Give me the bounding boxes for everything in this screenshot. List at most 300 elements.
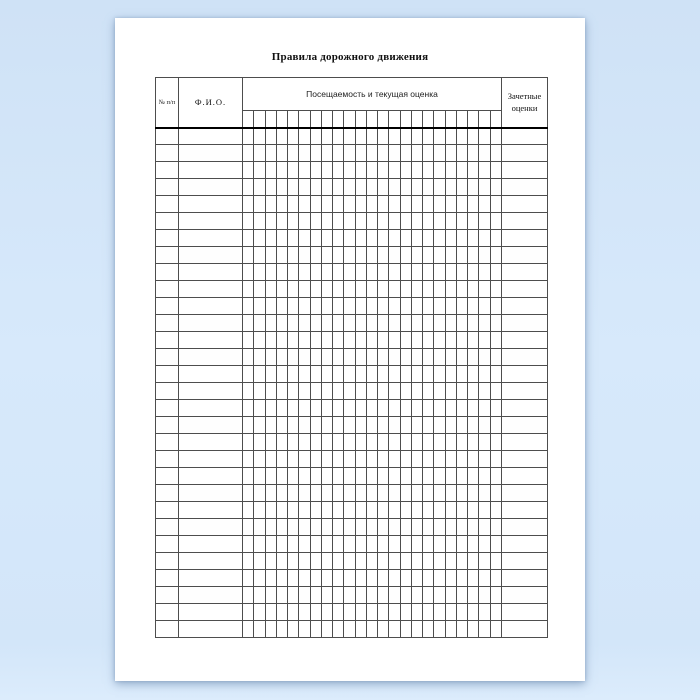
table-row: [156, 604, 548, 621]
attendance-cell: [265, 264, 276, 281]
attendance-cell: [445, 570, 456, 587]
attendance-cell: [254, 349, 265, 366]
attendance-cell: [288, 536, 299, 553]
attendance-cell: [310, 553, 321, 570]
attendance-cell: [490, 383, 502, 400]
attendance-cell: [434, 417, 445, 434]
attendance-cell: [254, 162, 265, 179]
attendance-cell: [254, 621, 265, 638]
attendance-cell: [265, 451, 276, 468]
attendance-cell: [265, 604, 276, 621]
attendance-cell: [333, 587, 344, 604]
attendance-cell: [355, 298, 366, 315]
attendance-cell: [276, 587, 287, 604]
attendance-cell: [389, 315, 400, 332]
attendance-cell: [344, 230, 355, 247]
attendance-cell: [321, 179, 332, 196]
attendance-cell: [344, 298, 355, 315]
attendance-cell: [366, 604, 377, 621]
attendance-subheader-cell: [254, 111, 265, 128]
attendance-cell: [378, 519, 389, 536]
attendance-cell: [434, 332, 445, 349]
attendance-cell: [366, 587, 377, 604]
attendance-cell: [321, 247, 332, 264]
attendance-cell: [468, 502, 479, 519]
attendance-cell: [468, 570, 479, 587]
attendance-cell: [243, 247, 254, 264]
row-num-cell: [156, 468, 179, 485]
attendance-cell: [321, 332, 332, 349]
attendance-cell: [400, 230, 411, 247]
attendance-cell: [445, 536, 456, 553]
attendance-cell: [456, 298, 467, 315]
attendance-cell: [445, 519, 456, 536]
attendance-cell: [299, 519, 310, 536]
attendance-cell: [445, 468, 456, 485]
attendance-cell: [400, 434, 411, 451]
credit-cell: [502, 536, 548, 553]
attendance-cell: [310, 179, 321, 196]
attendance-subheader-cell: [243, 111, 254, 128]
attendance-cell: [411, 587, 422, 604]
row-num-cell: [156, 179, 179, 196]
attendance-cell: [265, 145, 276, 162]
attendance-cell: [366, 570, 377, 587]
table-row: [156, 162, 548, 179]
attendance-cell: [355, 536, 366, 553]
attendance-cell: [366, 247, 377, 264]
attendance-cell: [344, 485, 355, 502]
attendance-cell: [344, 468, 355, 485]
attendance-cell: [355, 128, 366, 145]
attendance-cell: [400, 417, 411, 434]
attendance-cell: [490, 162, 502, 179]
attendance-cell: [434, 145, 445, 162]
credit-cell: [502, 128, 548, 145]
attendance-cell: [389, 213, 400, 230]
attendance-cell: [333, 298, 344, 315]
attendance-cell: [288, 400, 299, 417]
attendance-cell: [366, 468, 377, 485]
attendance-cell: [479, 434, 490, 451]
attendance-cell: [243, 468, 254, 485]
attendance-cell: [445, 145, 456, 162]
attendance-cell: [243, 383, 254, 400]
attendance-cell: [445, 128, 456, 145]
attendance-cell: [378, 468, 389, 485]
attendance-cell: [389, 553, 400, 570]
attendance-cell: [276, 468, 287, 485]
col-header-num: № п/п: [156, 78, 179, 128]
fio-cell: [179, 468, 243, 485]
attendance-cell: [490, 485, 502, 502]
attendance-cell: [254, 179, 265, 196]
attendance-cell: [254, 502, 265, 519]
attendance-cell: [366, 230, 377, 247]
attendance-cell: [333, 196, 344, 213]
attendance-cell: [254, 264, 265, 281]
attendance-cell: [400, 162, 411, 179]
attendance-cell: [490, 230, 502, 247]
attendance-cell: [456, 162, 467, 179]
attendance-cell: [411, 332, 422, 349]
fio-cell: [179, 536, 243, 553]
attendance-cell: [423, 536, 434, 553]
table-row: [156, 383, 548, 400]
attendance-cell: [288, 553, 299, 570]
attendance-cell: [434, 570, 445, 587]
attendance-cell: [445, 281, 456, 298]
attendance-cell: [378, 553, 389, 570]
attendance-cell: [366, 332, 377, 349]
attendance-cell: [423, 485, 434, 502]
attendance-cell: [333, 145, 344, 162]
attendance-cell: [254, 281, 265, 298]
credit-cell: [502, 349, 548, 366]
credit-cell: [502, 434, 548, 451]
attendance-cell: [333, 468, 344, 485]
attendance-cell: [366, 264, 377, 281]
attendance-cell: [254, 485, 265, 502]
attendance-cell: [468, 400, 479, 417]
table-row: [156, 400, 548, 417]
attendance-cell: [490, 145, 502, 162]
attendance-cell: [423, 230, 434, 247]
attendance-cell: [490, 213, 502, 230]
attendance-cell: [389, 536, 400, 553]
attendance-cell: [276, 332, 287, 349]
attendance-cell: [434, 621, 445, 638]
attendance-cell: [378, 179, 389, 196]
attendance-cell: [243, 570, 254, 587]
attendance-cell: [265, 298, 276, 315]
attendance-cell: [366, 553, 377, 570]
table-row: [156, 349, 548, 366]
fio-cell: [179, 196, 243, 213]
fio-cell: [179, 604, 243, 621]
attendance-cell: [456, 213, 467, 230]
attendance-cell: [333, 519, 344, 536]
attendance-cell: [276, 349, 287, 366]
table-row: [156, 247, 548, 264]
row-num-cell: [156, 519, 179, 536]
attendance-cell: [355, 145, 366, 162]
fio-cell: [179, 485, 243, 502]
attendance-cell: [355, 604, 366, 621]
attendance-cell: [355, 621, 366, 638]
attendance-cell: [321, 213, 332, 230]
attendance-cell: [378, 434, 389, 451]
attendance-cell: [243, 179, 254, 196]
row-num-cell: [156, 536, 179, 553]
attendance-cell: [344, 281, 355, 298]
attendance-cell: [423, 128, 434, 145]
attendance-cell: [479, 604, 490, 621]
attendance-cell: [299, 553, 310, 570]
attendance-cell: [411, 519, 422, 536]
attendance-cell: [378, 230, 389, 247]
attendance-cell: [243, 553, 254, 570]
attendance-cell: [445, 196, 456, 213]
attendance-cell: [299, 434, 310, 451]
attendance-cell: [389, 145, 400, 162]
credit-cell: [502, 179, 548, 196]
attendance-cell: [423, 315, 434, 332]
attendance-cell: [355, 281, 366, 298]
attendance-cell: [468, 128, 479, 145]
attendance-cell: [434, 196, 445, 213]
attendance-cell: [423, 502, 434, 519]
attendance-cell: [310, 247, 321, 264]
row-num-cell: [156, 570, 179, 587]
attendance-cell: [468, 587, 479, 604]
attendance-cell: [310, 196, 321, 213]
row-num-cell: [156, 502, 179, 519]
attendance-cell: [310, 213, 321, 230]
attendance-cell: [310, 366, 321, 383]
attendance-cell: [344, 315, 355, 332]
attendance-cell: [355, 162, 366, 179]
fio-cell: [179, 179, 243, 196]
attendance-cell: [333, 451, 344, 468]
attendance-cell: [276, 417, 287, 434]
attendance-subheader-cell: [423, 111, 434, 128]
attendance-cell: [445, 332, 456, 349]
attendance-cell: [310, 604, 321, 621]
row-num-cell: [156, 332, 179, 349]
table-row: [156, 519, 548, 536]
attendance-cell: [344, 383, 355, 400]
attendance-cell: [355, 587, 366, 604]
fio-cell: [179, 451, 243, 468]
attendance-cell: [434, 604, 445, 621]
attendance-cell: [288, 621, 299, 638]
attendance-cell: [254, 230, 265, 247]
attendance-cell: [479, 553, 490, 570]
attendance-cell: [288, 213, 299, 230]
attendance-cell: [288, 366, 299, 383]
attendance-cell: [456, 536, 467, 553]
credit-cell: [502, 519, 548, 536]
attendance-subheader-cell: [310, 111, 321, 128]
attendance-cell: [276, 264, 287, 281]
attendance-cell: [490, 519, 502, 536]
attendance-cell: [299, 349, 310, 366]
attendance-cell: [276, 400, 287, 417]
attendance-cell: [434, 451, 445, 468]
attendance-cell: [366, 179, 377, 196]
attendance-cell: [445, 315, 456, 332]
attendance-cell: [333, 621, 344, 638]
attendance-cell: [445, 383, 456, 400]
attendance-cell: [389, 162, 400, 179]
attendance-cell: [276, 281, 287, 298]
attendance-cell: [333, 485, 344, 502]
attendance-cell: [265, 281, 276, 298]
attendance-cell: [265, 417, 276, 434]
attendance-cell: [276, 196, 287, 213]
attendance-cell: [344, 502, 355, 519]
attendance-cell: [276, 434, 287, 451]
attendance-cell: [479, 383, 490, 400]
table-row: [156, 281, 548, 298]
attendance-cell: [411, 400, 422, 417]
row-num-cell: [156, 298, 179, 315]
attendance-cell: [321, 536, 332, 553]
attendance-cell: [389, 502, 400, 519]
attendance-cell: [456, 128, 467, 145]
table-row: [156, 145, 548, 162]
fio-cell: [179, 247, 243, 264]
attendance-cell: [276, 315, 287, 332]
attendance-cell: [389, 434, 400, 451]
attendance-cell: [243, 281, 254, 298]
attendance-cell: [366, 383, 377, 400]
fio-cell: [179, 128, 243, 145]
attendance-cell: [276, 502, 287, 519]
attendance-subheader-cell: [468, 111, 479, 128]
attendance-cell: [243, 434, 254, 451]
attendance-cell: [288, 230, 299, 247]
attendance-cell: [243, 485, 254, 502]
attendance-cell: [288, 417, 299, 434]
attendance-cell: [423, 468, 434, 485]
attendance-cell: [321, 298, 332, 315]
attendance-cell: [479, 519, 490, 536]
attendance-cell: [468, 536, 479, 553]
table-row: [156, 502, 548, 519]
attendance-cell: [479, 417, 490, 434]
row-num-cell: [156, 383, 179, 400]
attendance-cell: [243, 128, 254, 145]
attendance-subheader-cell: [366, 111, 377, 128]
attendance-cell: [333, 179, 344, 196]
attendance-cell: [445, 417, 456, 434]
fio-cell: [179, 366, 243, 383]
attendance-cell: [276, 298, 287, 315]
fio-cell: [179, 315, 243, 332]
attendance-cell: [243, 587, 254, 604]
attendance-cell: [423, 247, 434, 264]
attendance-cell: [288, 485, 299, 502]
attendance-cell: [254, 196, 265, 213]
attendance-cell: [456, 417, 467, 434]
attendance-cell: [378, 264, 389, 281]
attendance-cell: [355, 349, 366, 366]
attendance-cell: [423, 383, 434, 400]
attendance-cell: [265, 366, 276, 383]
attendance-cell: [265, 383, 276, 400]
attendance-cell: [355, 230, 366, 247]
attendance-cell: [389, 349, 400, 366]
attendance-cell: [490, 332, 502, 349]
attendance-cell: [344, 213, 355, 230]
credit-cell: [502, 383, 548, 400]
attendance-cell: [479, 128, 490, 145]
attendance-cell: [468, 298, 479, 315]
attendance-cell: [333, 570, 344, 587]
attendance-cell: [355, 451, 366, 468]
attendance-cell: [366, 621, 377, 638]
attendance-cell: [355, 247, 366, 264]
attendance-cell: [411, 502, 422, 519]
attendance-subheader-cell: [276, 111, 287, 128]
document-title: Правила дорожного движения: [271, 51, 429, 63]
attendance-cell: [288, 247, 299, 264]
attendance-cell: [378, 332, 389, 349]
attendance-cell: [468, 519, 479, 536]
attendance-cell: [389, 247, 400, 264]
table-row: [156, 485, 548, 502]
attendance-cell: [400, 553, 411, 570]
attendance-cell: [445, 264, 456, 281]
attendance-cell: [321, 417, 332, 434]
attendance-cell: [310, 451, 321, 468]
attendance-cell: [479, 587, 490, 604]
attendance-cell: [423, 179, 434, 196]
attendance-cell: [344, 264, 355, 281]
attendance-cell: [445, 434, 456, 451]
attendance-cell: [389, 485, 400, 502]
attendance-cell: [434, 366, 445, 383]
attendance-cell: [468, 264, 479, 281]
table-row: [156, 536, 548, 553]
fio-cell: [179, 349, 243, 366]
attendance-cell: [445, 604, 456, 621]
attendance-cell: [333, 417, 344, 434]
attendance-cell: [434, 213, 445, 230]
attendance-cell: [254, 298, 265, 315]
attendance-cell: [321, 230, 332, 247]
fio-cell: [179, 400, 243, 417]
attendance-cell: [265, 128, 276, 145]
attendance-cell: [288, 332, 299, 349]
attendance-cell: [254, 332, 265, 349]
attendance-cell: [254, 145, 265, 162]
attendance-cell: [479, 264, 490, 281]
attendance-cell: [400, 485, 411, 502]
attendance-cell: [389, 128, 400, 145]
attendance-cell: [344, 128, 355, 145]
row-num-cell: [156, 366, 179, 383]
credit-cell: [502, 570, 548, 587]
attendance-cell: [299, 281, 310, 298]
attendance-cell: [299, 468, 310, 485]
attendance-cell: [389, 587, 400, 604]
attendance-cell: [321, 587, 332, 604]
attendance-cell: [389, 179, 400, 196]
attendance-cell: [276, 519, 287, 536]
attendance-cell: [378, 417, 389, 434]
attendance-cell: [389, 417, 400, 434]
attendance-cell: [445, 298, 456, 315]
row-num-cell: [156, 604, 179, 621]
attendance-subheader-cell: [288, 111, 299, 128]
attendance-cell: [344, 196, 355, 213]
attendance-subheader-cell: [333, 111, 344, 128]
attendance-cell: [490, 400, 502, 417]
attendance-subheader-cell: [490, 111, 502, 128]
header-row-main: [156, 78, 548, 111]
attendance-cell: [333, 366, 344, 383]
attendance-cell: [445, 502, 456, 519]
attendance-cell: [411, 298, 422, 315]
attendance-cell: [355, 485, 366, 502]
grade-table-body: [156, 128, 548, 638]
attendance-subheader-cell: [411, 111, 422, 128]
attendance-cell: [479, 451, 490, 468]
attendance-cell: [434, 315, 445, 332]
